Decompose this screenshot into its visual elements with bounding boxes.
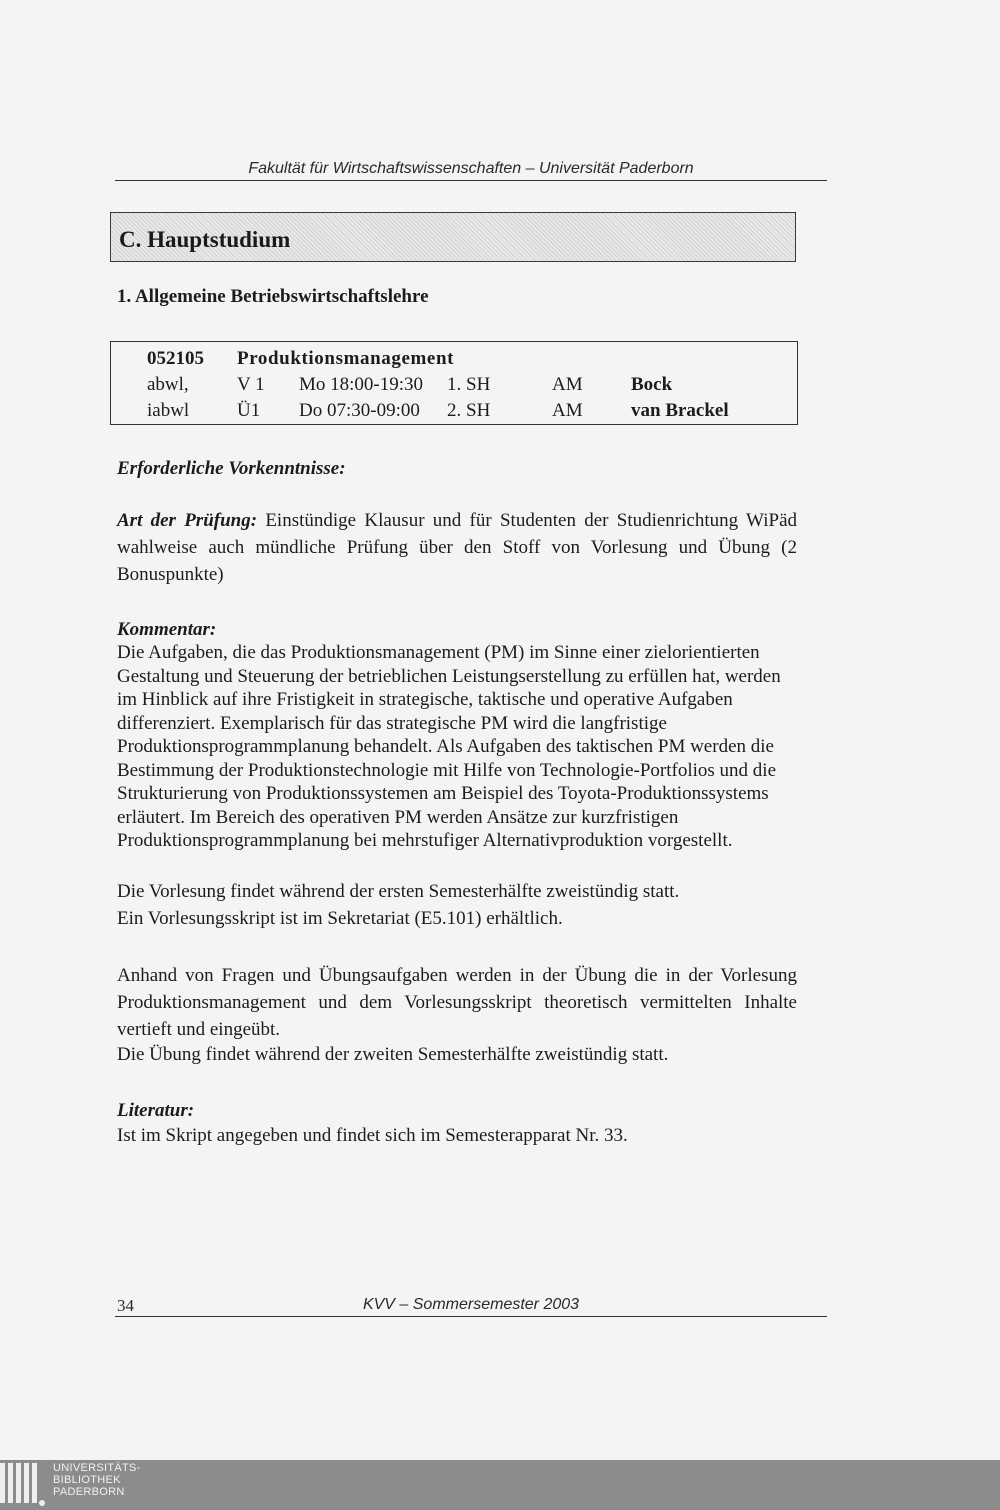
running-header: Fakultät für Wirtschaftswissenschaften – Universität Paderborn — [115, 160, 827, 181]
kommentar-vorlesung-line: Die Vorlesung findet während der ersten Semesterhälfte zweistündig statt. — [117, 881, 680, 902]
vorkenntnisse-label: Erforderliche Vorkenntnisse: — [117, 458, 346, 479]
literatur-text: Ist im Skript angegeben und findet sich im Semesterapparat Nr. 33. — [117, 1125, 628, 1146]
kommentar-label-block — [117, 618, 797, 642]
row2-type: Ü1 — [237, 400, 261, 421]
kommentar-skript-line: Ein Vorlesungsskript ist im Sekretariat (E5.101) erhältlich. — [117, 908, 563, 929]
uebung-text: Anhand von Fragen und Übungsaufgaben werden in der Übung die in der Vorlesung Produktionsmanagement und dem Vorlesungsskript theoretisch vermittelten Inhalte vertieft und eingeübt. — [117, 965, 797, 1040]
course-number: 052105 — [147, 348, 204, 369]
course-info-box — [110, 341, 798, 425]
row1-group: abwl, — [147, 374, 189, 395]
literatur-label: Literatur: — [117, 1100, 195, 1121]
subsection-heading: 1. Allgemeine Betriebswirtschaftslehre — [117, 286, 429, 307]
row2-half: 2. SH — [447, 400, 491, 421]
vorkenntnisse-section — [117, 455, 797, 482]
row1-type: V 1 — [237, 374, 265, 395]
section-title: C. Hauptstudium — [119, 227, 291, 252]
row2-lecturer: van Brackel — [631, 400, 729, 421]
library-line-2: BIBLIOTHEK — [53, 1474, 121, 1486]
row2-room: AM — [552, 400, 583, 421]
library-logo-dot-icon — [39, 1500, 45, 1506]
row2-group: iabwl — [147, 400, 190, 421]
row1-time: Mo 18:00-19:30 — [299, 374, 424, 395]
library-line-3: PADERBORN — [53, 1486, 125, 1498]
library-name — [53, 1462, 141, 1498]
pruefung-label: Art der Prüfung: — [117, 510, 258, 531]
library-bar — [0, 1460, 1000, 1510]
row1-lecturer: Bock — [631, 374, 673, 395]
course-name: Produktionsmanagement — [237, 348, 455, 369]
literatur-label-block — [117, 1099, 797, 1123]
row1-half: 1. SH — [447, 374, 491, 395]
running-footer: KVV – Sommersemester 2003 — [115, 1296, 827, 1317]
kommentar-text: Die Aufgaben, die das Produktionsmanagement (PM) im Sinne einer zielorientierten Gestaltung und Steuerung der betrieblichen Leistungserstellung zu erfüllen hat, werden im Hinblick auf ihre Fristigkeit in strategische, taktische und operative Aufgaben differenziert. Exemplarisch für das strategische PM wird die langfristige Produktionsprogrammplanung behandelt. Als Aufgaben des taktischen PM werden die Bestimmung der Produktionstechnologie mit Hilfe von Technologie-Portfolios und die Strukturierung von Produktionssystemen am Beispiel des Toyota-Produktionssystems erläutert. Im Bereich des operativen PM werden Ansätze zur kurzfristigen Produktionsprogrammplanung bei mehrstufiger Alternativproduktion vorgestellt. — [117, 642, 781, 851]
pruefung-text: Einstündige Klausur und für Studenten der Studienrichtung WiPäd wahlweise auch mündliche Prüfung über den Stoff von Vorlesung und Übung (2 Bonuspunkte) — [117, 510, 797, 585]
library-line-1: UNIVERSITÄTS- — [53, 1462, 141, 1474]
uebung-line: Die Übung findet während der zweiten Semesterhälfte zweistündig statt. — [117, 1044, 669, 1065]
row1-room: AM — [552, 374, 583, 395]
section-banner — [110, 212, 796, 262]
row2-time: Do 07:30-09:00 — [299, 400, 420, 421]
page-number: 34 — [117, 1296, 134, 1315]
pruefung-section — [117, 507, 797, 588]
library-logo-icon — [0, 1463, 37, 1507]
kommentar-label: Kommentar: — [117, 619, 217, 640]
